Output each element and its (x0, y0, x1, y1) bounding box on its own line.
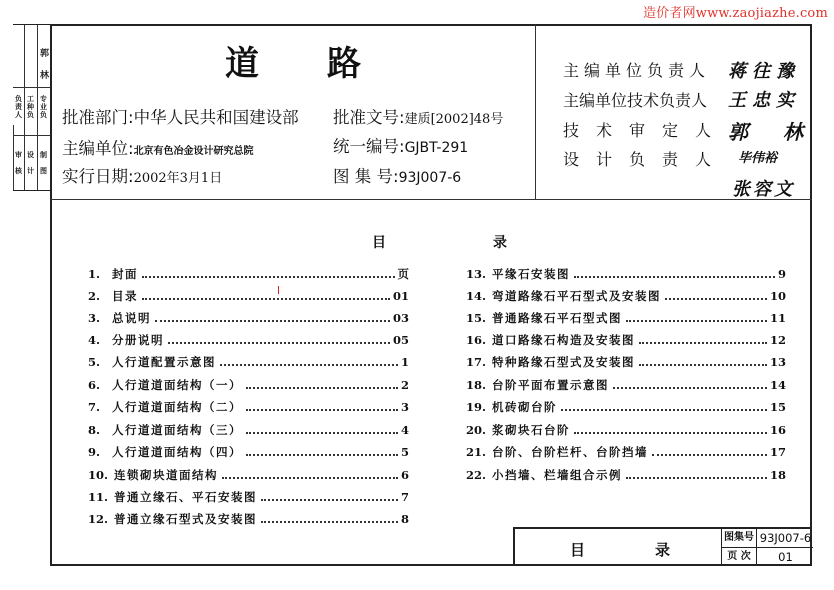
atlas-no-row (333, 163, 461, 187)
toc-item[interactable]: 17. 特种路缘石型式及安装图 13 (466, 355, 786, 369)
signature-3: 郭 林 (728, 120, 817, 144)
stamp-top-label: 郭 林 (39, 49, 49, 81)
toc-item[interactable]: 12. 普通立缘石型式及安装图 8 (88, 512, 409, 526)
responsible-role-3: 技术审定人 (563, 121, 729, 140)
toc-heading-left: 目 (372, 235, 386, 251)
unified-no-value: GJBT-291 (404, 140, 469, 156)
unified-no-row (333, 133, 468, 157)
header-divider-horizontal (50, 199, 812, 200)
stamp-cell-4: 审 核 (15, 151, 22, 175)
title-block-atlas-row (722, 529, 813, 548)
header-divider-vertical (535, 24, 536, 200)
editor-unit-label: 主编单位: (62, 139, 134, 158)
responsible-role-4: 设计负责人 (563, 150, 729, 169)
toc-item[interactable]: 22. 小挡墙、栏墙组合示例 18 (466, 468, 786, 482)
stamp-cell-1: 负 责 人 (15, 95, 22, 119)
atlas-no-key: 图集号 (722, 529, 757, 547)
toc-item[interactable]: 7. 人行道道面结构（二） 3 (88, 400, 409, 414)
toc-item[interactable]: 4. 分册说明 05 (88, 333, 409, 347)
approval-dept-row (62, 104, 299, 128)
approval-doc-label: 批准文号: (333, 108, 405, 127)
toc-item[interactable]: 19. 机砖砌台阶 15 (466, 400, 786, 414)
toc-item[interactable]: 10. 连锁砌块道面结构 6 (88, 468, 409, 482)
effective-date-row (62, 163, 222, 187)
title-block-name (515, 529, 721, 566)
signature-4: 毕伟裕 (738, 151, 778, 166)
title-block-name-left: 目 (570, 541, 586, 559)
stamp-cell-3: 专 业 负 (40, 95, 47, 119)
signature-1: 蒋往豫 (728, 61, 800, 82)
toc-item[interactable]: 5. 人行道配置示意图 1 (88, 355, 409, 369)
signature-2: 王忠实 (728, 90, 800, 111)
toc-item[interactable]: 2. 目录 01 (88, 289, 409, 303)
toc-item[interactable]: 18. 台阶平面布置示意图 14 (466, 378, 786, 392)
page-cell: 01 (778, 550, 793, 564)
toc-item[interactable]: 1. 封面 页 (88, 267, 409, 281)
approval-dept-value: 中华人民共和国建设部 (133, 108, 299, 127)
watermark: 造价者网www.zaojiazhe.com (642, 6, 828, 21)
approval-doc-row (333, 104, 503, 128)
editor-unit-value: 北京有色冶金设计研究总院 (133, 146, 254, 157)
toc-item[interactable]: 20. 浆砌块石台阶 16 (466, 423, 786, 437)
approval-stamp-strip (13, 24, 51, 191)
responsible-role-1: 主编单位负责人 (563, 61, 711, 80)
toc-heading-right: 录 (493, 235, 507, 251)
toc-item[interactable]: 16. 道口路缘石构造及安装图 12 (466, 333, 786, 347)
approval-doc-value: 建质[2002]48号 (404, 112, 504, 127)
signature-5: 张容文 (732, 179, 795, 200)
toc-item[interactable]: 13. 平缘石安装图 9 (466, 267, 786, 281)
effective-date-label: 实行日期: (62, 167, 134, 186)
atlas-no-cell: 93J007-6 (759, 531, 812, 545)
toc-item[interactable]: 6. 人行道道面结构（一） 2 (88, 378, 409, 392)
stamp-cell-2: 工 种 负 (27, 95, 34, 119)
page-title: 道路 (225, 44, 429, 84)
responsible-role-2: 主编单位技术负责人 (563, 91, 708, 110)
toc-item[interactable]: 15. 普通路缘石平石型式图 11 (466, 311, 786, 325)
page-key: 页 次 (722, 548, 757, 566)
toc-item[interactable]: 8. 人行道道面结构（三） 4 (88, 423, 409, 437)
unified-no-label: 统一编号: (333, 137, 405, 156)
effective-date-value: 2002年3月1日 (133, 171, 223, 186)
stamp-cell-6: 制 图 (40, 151, 47, 175)
editor-unit-row (62, 135, 254, 159)
stamp-cell-5: 设 计 (27, 151, 34, 175)
toc-item[interactable]: 9. 人行道道面结构（四） 5 (88, 445, 409, 459)
title-block-name-right: 录 (655, 541, 671, 559)
title-block-grid (721, 529, 813, 566)
toc-item[interactable]: 14. 弯道路缘石平石型式及安装图 10 (466, 289, 786, 303)
approval-dept-label: 批准部门: (62, 108, 134, 127)
atlas-no-label: 图 集 号: (333, 167, 399, 186)
toc-item[interactable]: 3. 总说明 03 (88, 311, 409, 325)
toc-item[interactable]: 11. 普通立缘石、平石安装图 7 (88, 490, 409, 504)
title-block-page-row (722, 548, 813, 566)
cursor-mark (278, 286, 279, 294)
atlas-no-value: 93J007-6 (398, 170, 462, 186)
toc-item[interactable]: 21. 台阶、台阶栏杆、台阶挡墙 17 (466, 445, 786, 459)
title-block (513, 527, 812, 566)
